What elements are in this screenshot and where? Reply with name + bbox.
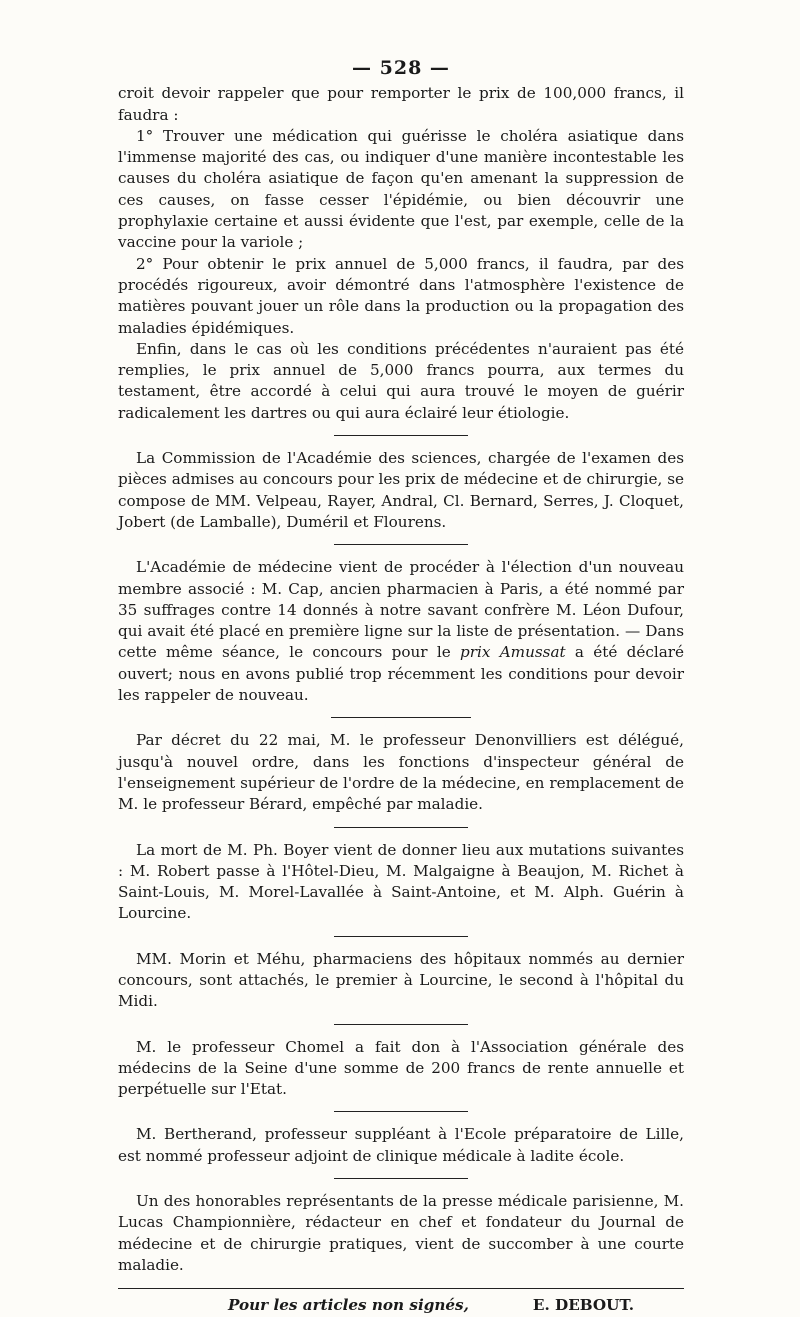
paragraph-pharmaciens: MM. Morin et Méhu, pharmaciens des hôpitaux nommés au dernier concours, sont attachés, le premier à Lourcine, le second à l'hôpital du Midi. xyxy=(118,949,684,1011)
prix-amussat-text: prix Amussat xyxy=(460,643,566,662)
paragraph-condition-1: 1° Trouver une médication qui guérisse le choléra asiatique dans l'immense majorité des cas, ou indiquer d'une manière incontestable les causes du choléra asiatique de façon qu'en amenant la suppression de ces causes, on fasse cesser l'épidémie, ou bien découvrir une prophylaxie certaine et aussi évidente que l'est, par exemple, celle de la vaccine pour la variole ; xyxy=(118,126,684,252)
paragraph-commission: La Commission de l'Académie des sciences, chargée de l'examen des pièces admises au concours pour les prix de médecine et de chirurgie, se compose de MM. Velpeau, Rayer, Andral, Cl. Bernard, Serres, J. Cloquet, Jobert (de Lamballe), Duméril et Flourens. xyxy=(118,449,684,531)
signature-left: Pour les articles non signés, xyxy=(228,1296,469,1315)
section-divider xyxy=(334,827,468,828)
section-divider xyxy=(334,936,468,937)
section-divider xyxy=(334,1111,468,1112)
section-divider xyxy=(334,1024,468,1025)
page-number: — 528 — xyxy=(352,57,450,79)
paragraph-bertherand: M. Bertherand, professeur suppléant à l'Ecole préparatoire de Lille, est nommé professeur adjoint de clinique médicale à ladite école. xyxy=(118,1125,684,1165)
section-divider xyxy=(331,717,471,718)
paragraph-mutations: La mort de M. Ph. Boyer vient de donner lieu aux mutations suivantes : M. Robert passe à l'Hôtel-Dieu, M. Malgaigne à Beaujon, M. Richet à Saint-Louis, M. Morel-Lavallée à Saint-Antoine, et M. Alph. Guérin à Lourcine. xyxy=(118,840,684,923)
paragraph-championniere: Un des honorables représentants de la presse médicale parisienne, M. Lucas Championnière, rédacteur en chef et fondateur du Journal de médecine et de chirurgie pratiques, vient de succomber à une courte maladie. xyxy=(118,1192,684,1274)
paragraph-intro: croit devoir rappeler que pour remporter le prix de 100,000 francs, il faudra : xyxy=(118,84,684,124)
page xyxy=(118,58,684,1317)
section-divider xyxy=(334,435,468,436)
section-divider xyxy=(334,544,468,545)
paragraph-academie xyxy=(118,557,684,706)
paragraph-academie-text: L'Académie de médecine vient de procéder à l'élection d'un nouveau membre associé : M. Cap, ancien pharmacien à Paris, a été nommé par 35 suffrages contre 14 donnés à notre savant confrère M. Léon Dufour, qui avait été placé en première ligne sur la liste de présentation. — Dans cette même séance, le concours pour le xyxy=(118,558,684,662)
signature-line xyxy=(118,1288,684,1316)
paragraph-condition-2: 2° Pour obtenir le prix annuel de 5,000 francs, il faudra, par des procédés rigoureux, avoir démontré dans l'atmosphère l'existence de matières pouvant jouer un rôle dans la production ou la propagation des maladies épidémiques. xyxy=(118,254,684,337)
paragraph-chomel: M. le professeur Chomel a fait don à l'Association générale des médecins de la Seine d'une somme de 200 francs de rente annuelle et perpétuelle sur l'Etat. xyxy=(118,1037,684,1099)
section-divider xyxy=(334,1178,468,1179)
signature-author: E. DEBOUT. xyxy=(532,1296,634,1315)
paragraph-academie-tail: a été déclaré ouvert; nous en avons publié trop récemment les conditions pour devoir les rappeler de nouveau. xyxy=(118,643,685,705)
paragraph-decret: Par décret du 22 mai, M. le professeur Denonvilliers est délégué, jusqu'à nouvel ordre, dans les fonctions d'inspecteur général de l'enseignement supérieur de l'ordre de la médecine, en remplacement de M. le professeur Bérard, empêché par maladie. xyxy=(118,731,684,814)
paragraph-condition-3: Enfin, dans le cas où les conditions précédentes n'auraient pas été remplies, le prix annuel de 5,000 francs pourra, aux termes du testament, être accordé à celui qui aura trouvé le moyen de guérir radicalement les dartres ou qui aura éclairé leur étiologie. xyxy=(118,339,684,422)
